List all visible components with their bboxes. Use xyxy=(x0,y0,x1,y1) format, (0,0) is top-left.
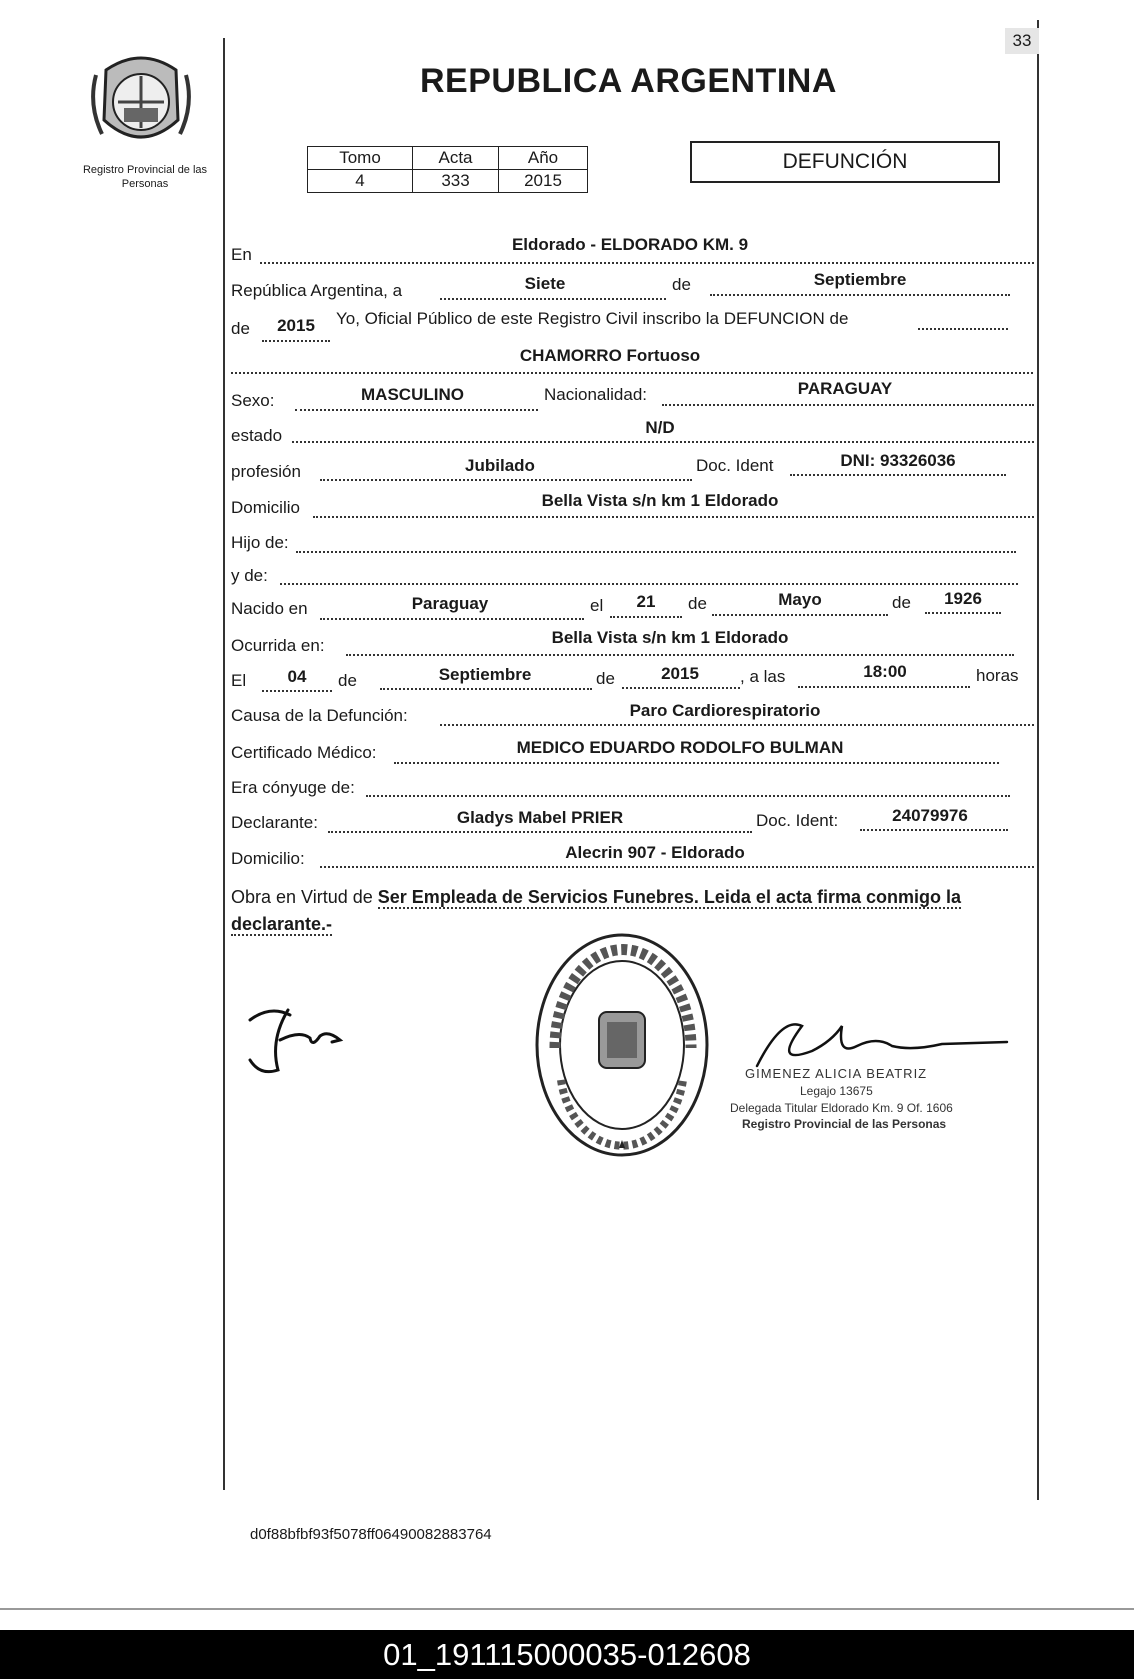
field-estado: N/D xyxy=(645,418,675,437)
field-def-hora: 18:00 xyxy=(863,662,907,681)
field-dia-texto: Siete xyxy=(524,274,566,293)
label-a-las: , a las xyxy=(740,667,786,686)
dotline xyxy=(231,372,1033,374)
field-def-anio: 2015 xyxy=(661,664,699,683)
field-def-dia: 04 xyxy=(287,667,307,686)
field-declarante-domicilio: Alecrin 907 - Eldorado xyxy=(565,843,745,862)
field-def-mes: Septiembre xyxy=(438,665,532,684)
field-obra-virtud: Ser Empleada de Servicios Funebres. Leida el acta firma conmigo la declarante.- xyxy=(231,887,961,934)
dotline xyxy=(262,690,332,692)
label-nacido-en: Nacido en xyxy=(231,599,308,618)
dotline xyxy=(710,294,1010,296)
field-sexo: MASCULINO xyxy=(361,385,464,404)
dotline xyxy=(918,328,1008,330)
label-de: de xyxy=(596,669,615,688)
label-de: de xyxy=(688,594,707,613)
field-declarante: Gladys Mabel PRIER xyxy=(456,808,624,827)
dotline xyxy=(292,441,1034,443)
label-domicilio: Domicilio xyxy=(231,498,300,517)
field-mes-texto: Septiembre xyxy=(813,270,907,289)
dotline xyxy=(320,618,584,620)
label-estado: estado xyxy=(231,426,283,445)
label-de: de xyxy=(892,593,911,612)
dotline xyxy=(610,616,682,618)
field-nacido-en: Paraguay xyxy=(411,594,489,613)
label-de: de xyxy=(338,671,357,690)
right-border-line xyxy=(1037,20,1039,1500)
dotline xyxy=(366,795,1010,797)
field-certificado: MEDICO EDUARDO RODOLFO BULMAN xyxy=(516,738,844,757)
label-ocurrida-en: Ocurrida en: xyxy=(231,636,325,655)
official-org: Registro Provincial de las Personas xyxy=(742,1117,947,1131)
label-conyuge: Era cónyuge de: xyxy=(231,778,355,797)
page-title: REPUBLICA ARGENTINA xyxy=(420,62,837,100)
dotline xyxy=(296,551,1016,553)
label-de: de xyxy=(672,275,691,294)
label-domicilio2: Domicilio: xyxy=(231,849,305,868)
footer-id-bar: 01_191115000035-012608 xyxy=(0,1630,1134,1679)
label-yo: Yo, Oficial Público de este Registro Civil inscribo la DEFUNCION de xyxy=(336,309,849,328)
label-el-cap: El xyxy=(231,671,247,690)
label-el: el xyxy=(590,596,604,615)
label-doc-ident2: Doc. Ident: xyxy=(756,811,839,830)
dotline xyxy=(295,409,538,411)
official-role: Delegada Titular Eldorado Km. 9 Of. 1606 xyxy=(730,1101,953,1115)
anio-value: 2015 xyxy=(499,170,588,193)
scan-edge-line xyxy=(0,1608,1134,1610)
field-causa: Paro Cardiorespiratorio xyxy=(629,701,821,720)
dotline xyxy=(260,262,1034,264)
field-lugar: Eldorado - ELDORADO KM. 9 xyxy=(511,235,749,254)
label-hijo-de: Hijo de: xyxy=(231,533,289,552)
dotline xyxy=(925,612,1001,614)
dotline xyxy=(380,688,592,690)
dotline xyxy=(662,404,1034,406)
label-certificado: Certificado Médico: xyxy=(231,743,377,762)
label-y-de: y de: xyxy=(231,566,268,585)
label-horas: horas xyxy=(976,666,1019,685)
label-en: En xyxy=(231,245,252,264)
dotline xyxy=(262,340,330,342)
label-declarante: Declarante: xyxy=(231,813,318,832)
official-name: GIMENEZ ALICIA BEATRIZ xyxy=(745,1066,928,1081)
anio-header: Año xyxy=(499,147,588,170)
dotline xyxy=(346,654,1014,656)
acta-header: Acta xyxy=(413,147,499,170)
field-nac-dia: 21 xyxy=(636,592,656,611)
left-border-line xyxy=(223,38,225,1490)
tomo-header: Tomo xyxy=(308,147,413,170)
dotline xyxy=(320,866,1034,868)
official-stamp xyxy=(533,930,711,1160)
dotline xyxy=(860,829,1008,831)
registry-table xyxy=(307,146,588,193)
label-de: de xyxy=(231,319,250,338)
dotline xyxy=(440,724,1034,726)
field-nombre: CHAMORRO Fortuoso xyxy=(519,346,701,365)
province-seal-logo xyxy=(86,50,196,150)
document-hash: d0f88bfbf93f5078ff06490082883764 xyxy=(250,1526,492,1543)
org-name: Registro Provincial de las Personas xyxy=(82,164,208,190)
field-doc: DNI: 93326036 xyxy=(840,451,956,470)
field-declarante-doc: 24079976 xyxy=(892,806,968,825)
field-nac-anio: 1926 xyxy=(944,589,982,608)
label-nacionalidad: Nacionalidad: xyxy=(544,385,648,404)
field-domicilio: Bella Vista s/n km 1 Eldorado xyxy=(541,491,779,510)
dotline xyxy=(313,516,1034,518)
label-obra: Obra en Virtud de xyxy=(231,887,373,907)
dotline xyxy=(712,614,888,616)
field-anio: 2015 xyxy=(277,316,315,335)
dotline xyxy=(440,298,666,300)
field-ocurrida-en: Bella Vista s/n km 1 Eldorado xyxy=(551,628,789,647)
official-legajo: Legajo 13675 xyxy=(800,1084,873,1098)
label-sexo: Sexo: xyxy=(231,391,275,410)
label-causa: Causa de la Defunción: xyxy=(231,706,408,725)
label-doc-ident: Doc. Ident xyxy=(696,456,774,475)
dotline xyxy=(328,831,752,833)
dotline xyxy=(622,687,740,689)
label-profesion: profesión xyxy=(231,462,301,481)
dotline xyxy=(394,762,999,764)
dotline xyxy=(320,479,692,481)
page-number: 33 xyxy=(1005,28,1039,54)
tomo-value: 4 xyxy=(308,170,413,193)
dotline xyxy=(280,583,1018,585)
dotline xyxy=(790,474,1006,476)
field-nacionalidad: PARAGUAY xyxy=(797,379,893,398)
acta-value: 333 xyxy=(413,170,499,193)
label-republica: República Argentina, a xyxy=(231,281,403,300)
document-type-box: DEFUNCIÓN xyxy=(690,141,1000,183)
declarant-signature xyxy=(240,1000,370,1080)
dotline xyxy=(798,686,970,688)
field-nac-mes: Mayo xyxy=(778,590,822,609)
field-profesion: Jubilado xyxy=(465,456,535,475)
